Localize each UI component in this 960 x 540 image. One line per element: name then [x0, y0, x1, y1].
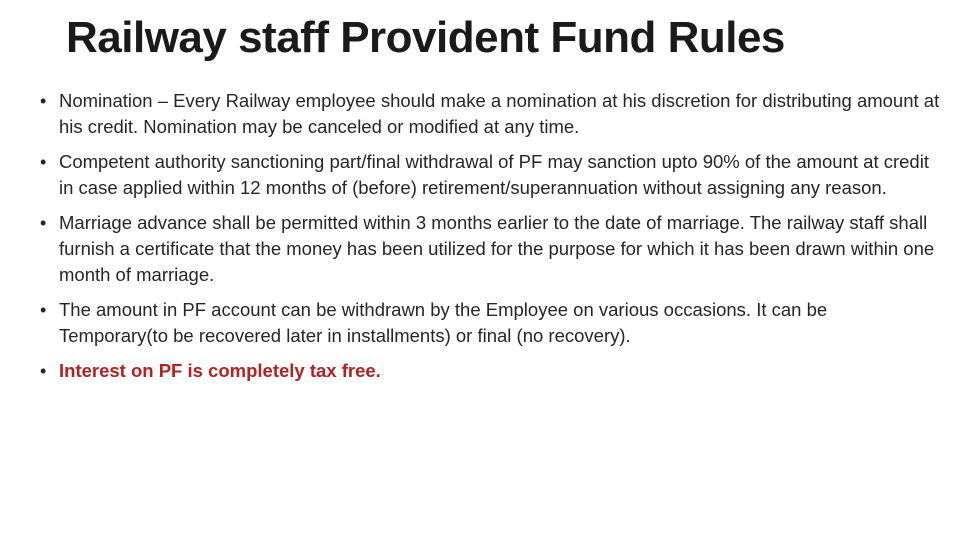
bullet-dot-icon: •: [40, 152, 47, 172]
bullet-item-withdrawal: [40, 149, 940, 201]
bullet-text: Marriage advance shall be permitted within 3 months earlier to the date of marriage. The railway staff shall furnish a certificate that the money has been utilized for the purpose for which it has been drawn within one month of marriage.: [59, 212, 935, 285]
bullet-dot-icon: •: [40, 300, 47, 320]
bullet-dot-icon: •: [40, 361, 47, 381]
bullet-list: [40, 88, 940, 393]
bullet-item-pf-withdrawal-occasions: [40, 297, 940, 349]
bullet-text: Competent authority sanctioning part/final withdrawal of PF may sanction upto 90% of the amount at credit in case applied within 12 months of (before) retirement/superannuation without assigning any reason.: [59, 151, 929, 198]
slide-title: Railway staff Provident Fund Rules: [66, 13, 785, 62]
bullet-text-highlight: Interest on PF is completely tax free.: [59, 360, 381, 381]
bullet-dot-icon: •: [40, 91, 47, 111]
bullet-item-interest-tax-free: [40, 358, 940, 384]
bullet-item-nomination: [40, 88, 940, 140]
bullet-item-marriage-advance: [40, 210, 940, 288]
bullet-text: The amount in PF account can be withdrawn by the Employee on various occasions. It can be Temporary(to be recovered later in installments) or final (no recovery).: [59, 299, 828, 346]
bullet-dot-icon: •: [40, 213, 47, 233]
bullet-text: Nomination – Every Railway employee should make a nomination at his discretion for distributing amount at his credit. Nomination may be canceled or modified at any time.: [59, 90, 940, 137]
